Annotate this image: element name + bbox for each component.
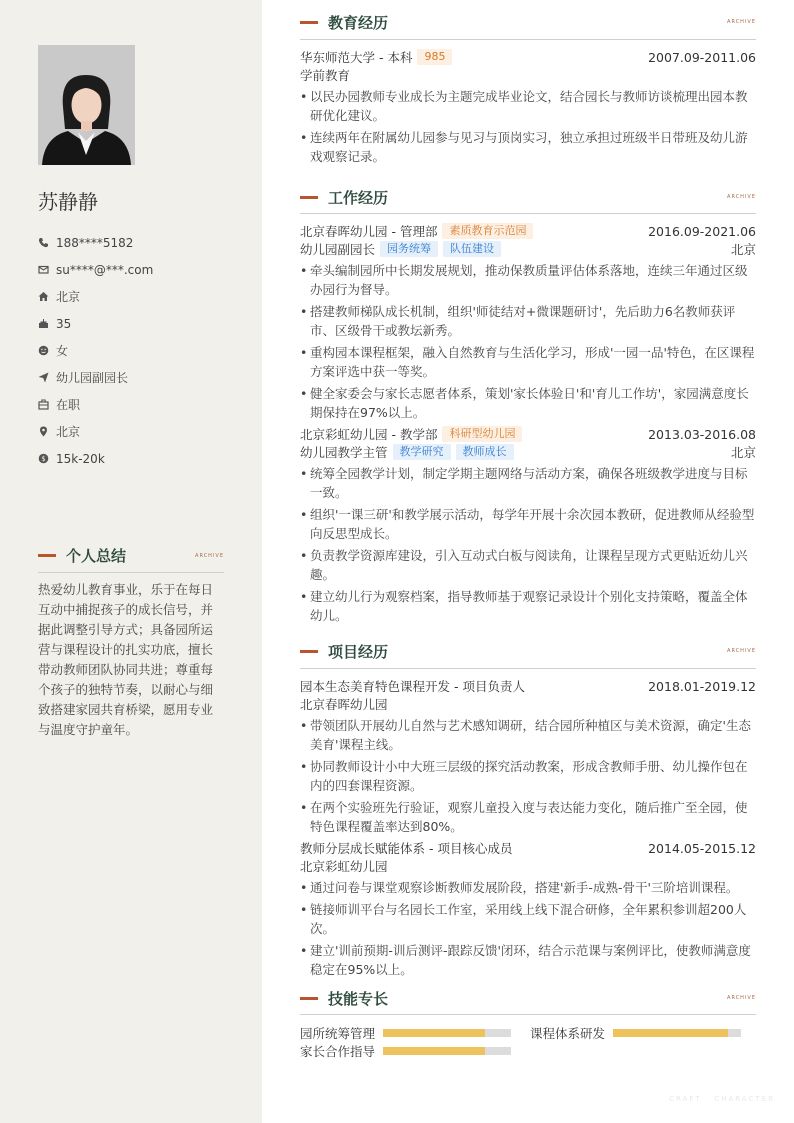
position-text: 幼儿园副园长 — [56, 371, 129, 385]
major-row — [300, 66, 756, 84]
org-tag: 素质教育示范园 — [442, 223, 533, 239]
list-item: • 健全家委会与家长志愿者体系，策划'家长体验日'和'育儿工作坊'，家园满意度长期保持在97%以上。 — [300, 386, 749, 420]
job-org: 北京春晖幼儿园 - 管理部 — [300, 224, 438, 239]
list-item: • 链接师训平台与名园长工作室，采用线上线下混合研修，全年累积参训超200人次。 — [300, 902, 747, 936]
face-icon — [38, 345, 49, 356]
role-tag: 队伍建设 — [443, 241, 501, 257]
list-item: • 牵头编制园所中长期发展规划，推动保教质量评估体系落地，连续三年通过区级办园行为督导。 — [300, 263, 748, 297]
divider — [300, 1014, 756, 1015]
summary-heading — [38, 545, 224, 566]
job-city: 北京 — [730, 445, 756, 460]
profile-name: 苏静静 — [38, 190, 98, 214]
education-title: 教育经历 — [328, 13, 389, 32]
skill-name: 家长合作指导 — [300, 1044, 376, 1059]
heading-accent-bar — [300, 650, 318, 653]
sidebar — [0, 0, 262, 1123]
cake-icon — [38, 318, 49, 329]
summary-text: 热爱幼儿教育事业，乐于在每日互动中捕捉孩子的成长信号，并据此调整引导方式；具备园所运营与课程设计的扎实功底，擅长带动教师团队协同共进；尊重每个孩子的独特节奏，以耐心与细致搭建家园共育桥梁，愿用专业与温度守护童年。 — [38, 582, 214, 737]
age-text: 35 — [56, 316, 72, 331]
skill-bar — [613, 1029, 741, 1037]
job-role-row — [300, 240, 756, 258]
job-date: 2016.09-2021.06 — [648, 223, 756, 239]
status-text: 在职 — [56, 398, 81, 412]
watermark: CRAFT · CHARACTER — [669, 1095, 775, 1103]
project-org-row — [300, 857, 756, 875]
contact-info — [38, 229, 153, 472]
info-position — [38, 364, 153, 391]
info-gender — [38, 337, 153, 364]
education-heading — [300, 12, 756, 32]
skill-item — [300, 1042, 511, 1060]
mail-icon — [38, 264, 49, 275]
list-item: • 以民办园教师专业成长为主题完成毕业论文，结合园长与教师访谈梳理出园本教研优化建议。 — [300, 89, 748, 123]
skill-name: 园所统筹管理 — [300, 1026, 376, 1041]
project-row — [300, 839, 756, 857]
work-heading — [300, 187, 756, 207]
education-row — [300, 48, 756, 66]
job-city: 北京 — [730, 242, 756, 257]
job-role: 幼儿园副园长 — [300, 242, 376, 257]
projects-heading — [300, 641, 756, 661]
project-date: 2014.05-2015.12 — [648, 840, 756, 856]
job-org-row — [300, 425, 756, 443]
list-item: • 搭建教师梯队成长机制，组织'师徒结对+微课题研讨'，先后助力6名教师获评市、区级骨干或教坛新秀。 — [300, 304, 736, 338]
project-name: 教师分层成长赋能体系 - 项目核心成员 — [300, 841, 513, 856]
list-item: • 建立幼儿行为观察档案，指导教师基于观察记录设计个别化支持策略，覆盖全体幼儿。 — [300, 589, 748, 623]
archive-label: ARCHIVE — [727, 995, 756, 1001]
divider — [300, 39, 756, 40]
job-role-row — [300, 443, 756, 461]
send-icon — [38, 372, 49, 383]
svg-text:$: $ — [41, 455, 46, 463]
phone-icon — [38, 237, 49, 248]
phone-text: 188****5182 — [56, 235, 134, 250]
major: 学前教育 — [300, 68, 351, 83]
info-location — [38, 418, 153, 445]
archive-label: ARCHIVE — [727, 194, 756, 200]
info-age — [38, 310, 153, 337]
archive-label: ARCHIVE — [195, 552, 224, 559]
heading-accent-bar — [300, 997, 318, 1000]
location-text: 北京 — [56, 425, 81, 439]
project-date: 2018.01-2019.12 — [648, 678, 756, 694]
skill-item — [530, 1024, 741, 1042]
job-org: 北京彩虹幼儿园 - 教学部 — [300, 427, 438, 442]
divider — [300, 668, 756, 669]
list-item: • 负责教学资源库建设，引入互动式白板与阅读角，让课程呈现方式更贴近幼儿兴趣。 — [300, 548, 748, 582]
list-item: • 组织'一课三研'和教学展示活动，每学年开展十余次园本教研，促进教师从经验型向反思型成长。 — [300, 507, 755, 541]
avatar — [38, 45, 135, 165]
gender-text: 女 — [56, 344, 69, 358]
archive-label: ARCHIVE — [727, 19, 756, 25]
hometown-text: 北京 — [56, 290, 81, 304]
divider — [300, 213, 756, 214]
skill-item — [300, 1024, 511, 1042]
info-phone — [38, 229, 153, 256]
projects-title: 项目经历 — [328, 642, 389, 661]
list-item: • 通过问卷与课堂观察诊断教师发展阶段，搭建'新手-成熟-骨干'三阶培训课程。 — [300, 880, 739, 895]
skills-title: 技能专长 — [328, 989, 389, 1008]
heading-accent-bar — [300, 196, 318, 199]
skill-bar — [383, 1029, 511, 1037]
project-name: 园本生态美育特色课程开发 - 项目负责人 — [300, 679, 525, 694]
summary-title: 个人总结 — [66, 547, 127, 565]
project-row — [300, 677, 756, 695]
divider — [38, 572, 224, 573]
heading-accent-bar — [300, 21, 318, 24]
list-item: • 带领团队开展幼儿自然与艺术感知调研，结合园所种植区与美术资源，确定'生态美育'课程主线。 — [300, 718, 751, 752]
skill-fill — [383, 1047, 485, 1055]
list-item: • 连续两年在附属幼儿园参与见习与顶岗实习，独立承担过班级半日带班及幼儿游戏观察记录。 — [300, 130, 748, 164]
work-title: 工作经历 — [328, 188, 389, 207]
home-icon — [38, 291, 49, 302]
info-status — [38, 391, 153, 418]
profile-photo — [38, 45, 135, 165]
job-date: 2013.03-2016.08 — [648, 426, 756, 442]
list-item: • 统筹全园教学计划，制定学期主题网络与活动方案，确保各班级教学进度与目标一致。 — [300, 466, 748, 500]
org-tag: 科研型幼儿园 — [442, 426, 522, 442]
role-tag: 教学研究 — [393, 444, 451, 460]
info-email — [38, 256, 153, 283]
email-text: su****@***.com — [56, 262, 154, 277]
skills-heading — [300, 988, 756, 1008]
list-item: • 建立'训前预期-训后测评-跟踪反馈'闭环，结合示范课与案例评比，使教师满意度稳定在95%以上。 — [300, 943, 751, 977]
briefcase-icon — [38, 399, 49, 410]
education-date: 2007.09-2011.06 — [648, 49, 756, 65]
job-org-row — [300, 222, 756, 240]
project-org-row — [300, 695, 756, 713]
list-item: • 在两个实验班先行验证，观察儿童投入度与表达能力变化，随后推广至全园，使特色课程覆盖率达到80%。 — [300, 800, 748, 834]
project-org: 北京春晖幼儿园 — [300, 697, 388, 712]
list-item: • 重构园本课程框架，融入自然教育与生活化学习，形成'一园一品'特色，在区课程方案评选中获一等奖。 — [300, 345, 755, 379]
info-salary — [38, 445, 153, 472]
archive-label: ARCHIVE — [727, 648, 756, 654]
project-org: 北京彩虹幼儿园 — [300, 859, 388, 874]
skill-fill — [613, 1029, 728, 1037]
skill-fill — [383, 1029, 485, 1037]
role-tag: 教师成长 — [456, 444, 514, 460]
skill-name: 课程体系研发 — [530, 1026, 606, 1041]
salary-icon — [38, 453, 49, 464]
location-icon — [38, 426, 49, 437]
job-role: 幼儿园教学主管 — [300, 445, 388, 460]
school-name: 华东师范大学 - 本科 — [300, 50, 413, 65]
school-tag: 985 — [417, 49, 452, 65]
list-item: • 协同教师设计小中大班三层级的探究活动教案，形成含教师手册、幼儿操作包在内的四套课程资源。 — [300, 759, 748, 793]
heading-accent-bar — [38, 554, 56, 557]
role-tag: 园务统筹 — [380, 241, 438, 257]
info-home — [38, 283, 153, 310]
skill-bar — [383, 1047, 511, 1055]
salary-text: 15k-20k — [56, 451, 105, 466]
